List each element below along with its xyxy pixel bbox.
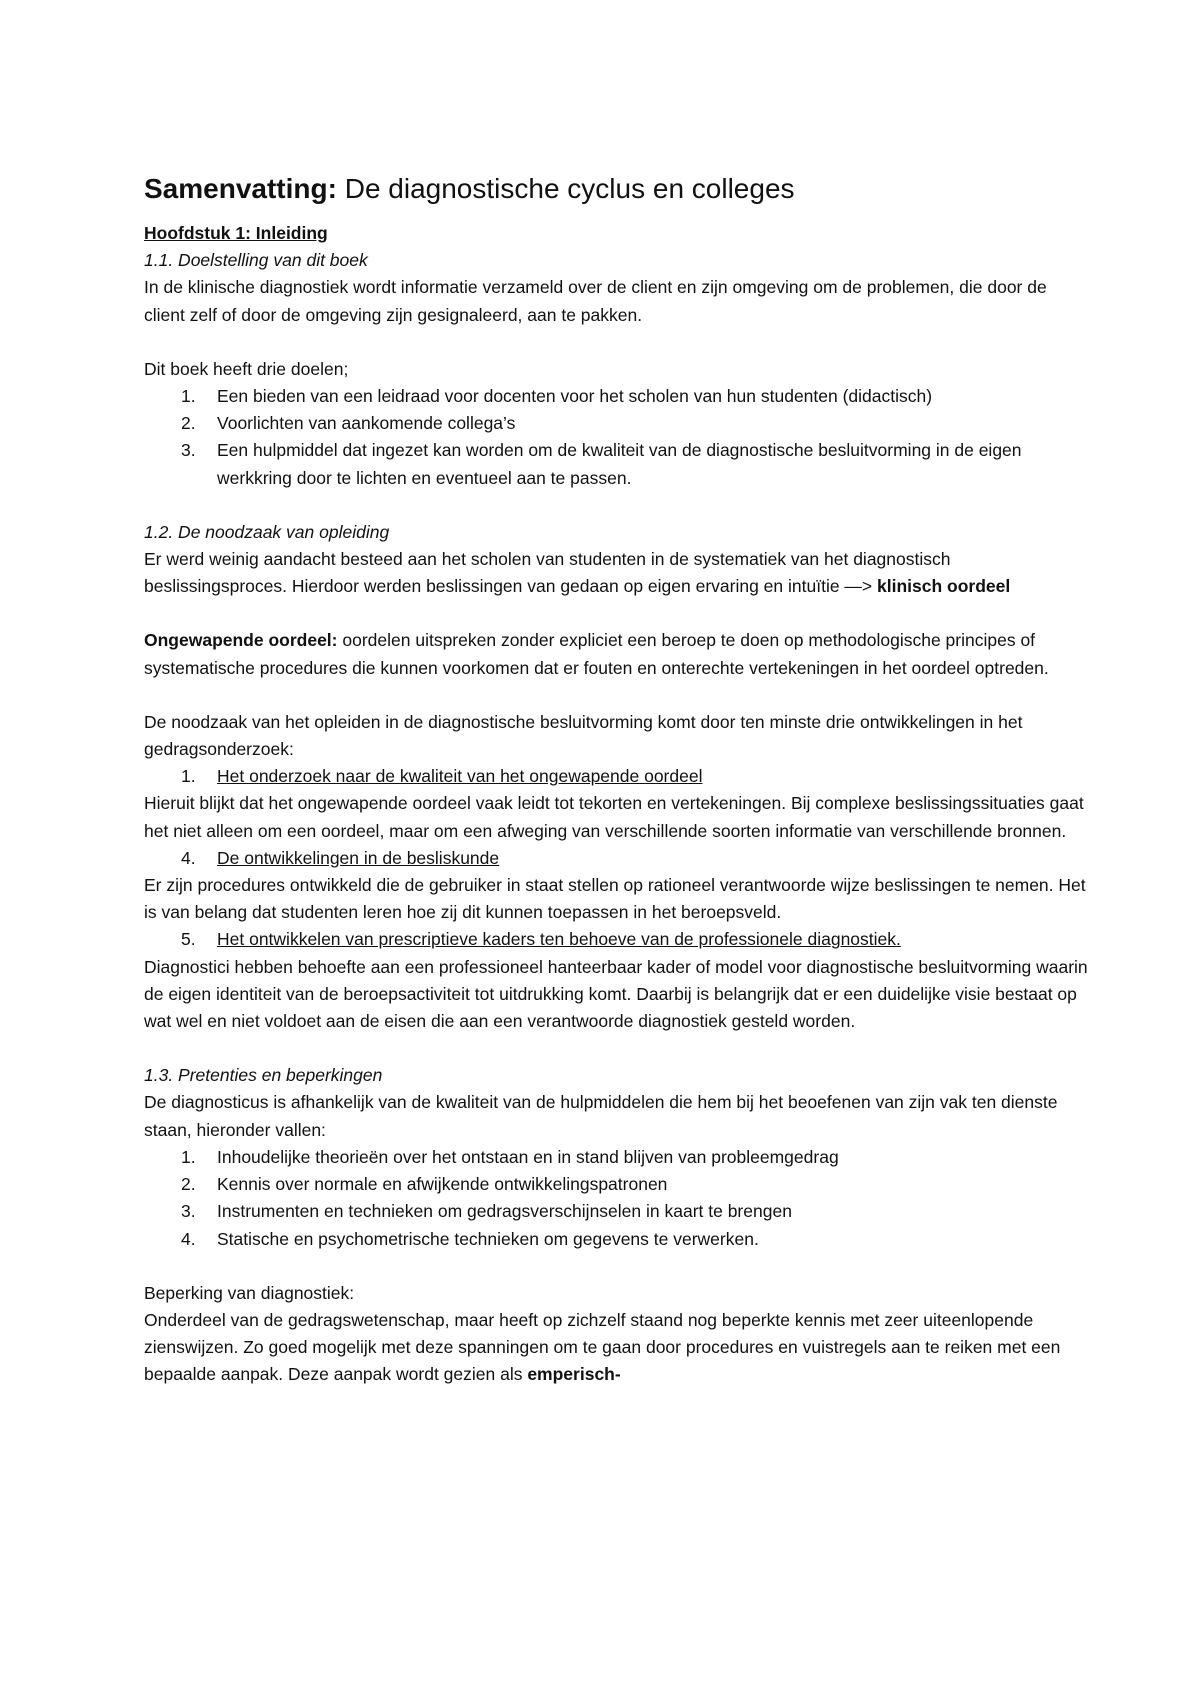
list-item	[144, 1171, 1090, 1198]
list-text: Kennis over normale en afwijkende ontwikkelingspatronen	[217, 1174, 668, 1195]
limitation-bold: emperisch-	[527, 1364, 621, 1385]
list-number: 2.	[181, 413, 196, 434]
definition-term: Ongewapende oordeel:	[144, 630, 338, 651]
section-heading-1-3: 1.3. Pretenties en beperkingen	[144, 1065, 383, 1086]
paragraph-1-1: In de klinische diagnostiek wordt informatie verzameld over de client en zijn omgeving om de problemen, die door de client zelf of door de omgeving zijn gesignaleerd, aan te pakken.	[144, 277, 1047, 325]
paragraph-developments: De noodzaak van het opleiden in de diagnostische besluitvorming komt door ten minste drie ontwikkelingen in het gedragsonderzoek:	[144, 711, 1023, 760]
paragraph-1-2	[144, 546, 1090, 600]
limitation-text: Onderdeel van de gedragswetenschap, maar heeft op zichzelf staand nog beperkte kennis met zeer uiteenlopende zienswijzen. Zo goed mogelijk met deze spanningen om te gaan door procedures en vuistregels aan te reiken met een bepaalde aanpak. Deze aanpak wordt gezien als	[144, 1309, 1061, 1385]
section-heading-1-2: 1.2. De noodzaak van opleiding	[144, 521, 390, 542]
spacer	[144, 682, 1090, 709]
list-item	[144, 1226, 1090, 1253]
resources-list	[144, 1144, 1090, 1253]
list-text: Een bieden van een leidraad voor docenten voor het scholen van hun studenten (didactisch)	[217, 386, 933, 407]
paragraph-text: Er werd weinig aandacht besteed aan het scholen van studenten in de systematiek van het diagnostisch beslissingsproces. Hierdoor werden beslissingen van gedaan op eigen ervaring en intuïtie —>	[144, 549, 951, 597]
list-number: 4.	[181, 847, 196, 868]
list-text: Statische en psychometrische technieken om gegevens te verwerken.	[217, 1228, 759, 1249]
list-number: 4.	[181, 1228, 196, 1249]
list-number: 1.	[181, 386, 196, 407]
limitation-heading: Beperking van diagnostiek:	[144, 1282, 355, 1303]
list-item	[144, 1198, 1090, 1225]
list-text: Voorlichten van aankomende collega’s	[217, 413, 516, 434]
list-number: 2.	[181, 1174, 196, 1195]
list-item	[144, 926, 1090, 953]
paragraph-1-3: De diagnosticus is afhankelijk van de kwaliteit van de hulpmiddelen die hem bij het beoefenen van zijn vak ten dienste staan, hieronder vallen:	[144, 1092, 1058, 1140]
spacer	[144, 1035, 1090, 1062]
list-item	[144, 1144, 1090, 1171]
list-text: De ontwikkelingen in de besliskunde	[217, 847, 500, 868]
list-text: Instrumenten en technieken om gedragsverschijnselen in kaart te brengen	[217, 1201, 792, 1222]
list-item	[144, 437, 1090, 491]
list-item	[144, 763, 1090, 790]
chapter-heading: Hoofdstuk 1: Inleiding	[144, 223, 328, 243]
goals-list	[144, 383, 1090, 492]
list-number: 3.	[181, 1201, 196, 1222]
goals-intro: Dit boek heeft drie doelen;	[144, 358, 349, 379]
title-rest: De diagnostische cyclus en colleges	[336, 173, 795, 204]
list-item	[144, 845, 1090, 872]
title-bold: Samenvatting:	[144, 173, 337, 204]
development-2	[144, 845, 1090, 872]
list-text: Het ontwikkelen van prescriptieve kaders ten behoeve van de professionele diagnostiek.	[217, 929, 901, 950]
spacer	[144, 329, 1090, 356]
list-number: 5.	[181, 929, 196, 950]
development-2-text: Er zijn procedures ontwikkeld die de gebruiker in staat stellen op rationeel verantwoorde wijze beslissingen te nemen. Het is van belang dat studenten leren hoe zij dit kunnen toepassen in het beroepsveld.	[144, 875, 1086, 923]
definition-paragraph	[144, 627, 1090, 681]
development-3	[144, 926, 1090, 953]
list-number: 3.	[181, 440, 196, 461]
spacer	[144, 600, 1090, 627]
spacer	[144, 492, 1090, 519]
spacer	[144, 1253, 1090, 1280]
section-heading-1-1: 1.1. Doelstelling van dit boek	[144, 250, 368, 271]
list-number: 1.	[181, 1146, 196, 1167]
limitation-paragraph	[144, 1307, 1090, 1389]
emphasis-term: klinisch oordeel	[877, 576, 1011, 597]
list-text: Een hulpmiddel dat ingezet kan worden om de kwaliteit van de diagnostische besluitvorming in de eigen werkkring door te lichten en eventueel aan te passen.	[217, 440, 1022, 488]
list-text: Inhoudelijke theorieën over het ontstaan en in stand blijven van probleemgedrag	[217, 1146, 839, 1167]
list-number: 1.	[181, 766, 196, 787]
development-1-text: Hieruit blijkt dat het ongewapende oordeel vaak leidt tot tekorten en vertekeningen. Bij complexe beslissingssituaties gaat het niet alleen om een oordeel, maar om een afweging van verschillende soorten informatie van verschillende bronnen.	[144, 793, 1084, 841]
list-item	[144, 383, 1090, 410]
development-1	[144, 763, 1090, 790]
definition-text: oordelen uitspreken zonder expliciet een beroep te doen op methodologische principes of systematische procedures die kunnen voorkomen dat er fouten en onterechte vertekeningen in het oordeel optreden.	[144, 630, 1049, 678]
list-item	[144, 410, 1090, 437]
document-title	[144, 172, 1090, 206]
list-text: Het onderzoek naar de kwaliteit van het ongewapende oordeel	[217, 766, 703, 787]
development-3-text: Diagnostici hebben behoefte aan een professioneel hanteerbaar kader of model voor diagnostische besluitvorming waarin de eigen identiteit van de beroepsactiviteit tot uitdrukking komt. Daarbij is belangrijk dat er een duidelijke visie bestaat op wat wel en niet voldoet aan de eisen die aan een verantwoorde diagnostiek gesteld worden.	[144, 956, 1088, 1032]
